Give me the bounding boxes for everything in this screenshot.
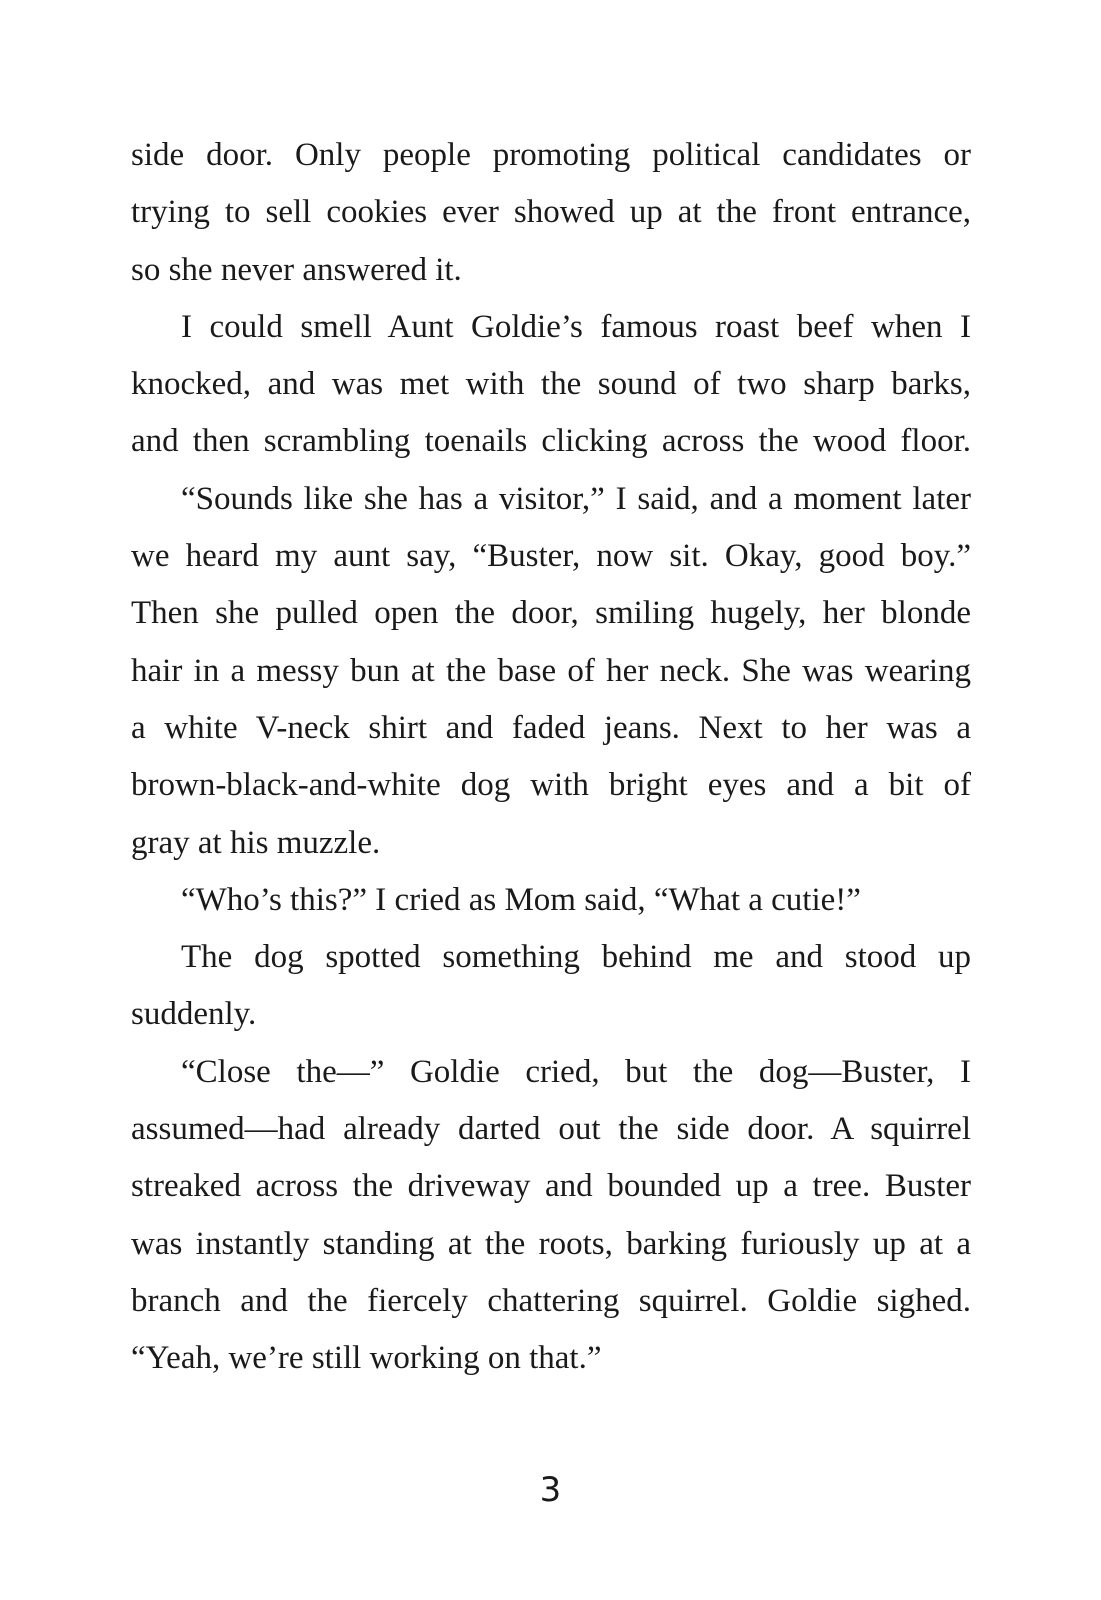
text-line: we heard my aunt say, “Buster, now sit. Okay, good boy.” xyxy=(131,538,971,575)
text-line: “Close the—” Goldie cried, but the dog—Buster, I xyxy=(181,1053,971,1090)
page-number: 3 xyxy=(539,1470,562,1510)
text-line: assumed—had already darted out the side door. A squirrel xyxy=(131,1111,971,1148)
text-line: so she never answered it. xyxy=(131,251,462,288)
text-line: a white V-neck shirt and faded jeans. Next to her was a xyxy=(131,709,971,746)
text-line: branch and the fiercely chattering squirrel. Goldie sighed. xyxy=(131,1282,971,1319)
text-line: side door. Only people promoting political candidates or xyxy=(131,137,971,173)
text-line: streaked across the driveway and bounded up a tree. Buster xyxy=(131,1168,971,1205)
text-line: “Sounds like she has a visitor,” I said, and a moment later xyxy=(181,480,971,517)
text-line: and then scrambling toenails clicking across the wood floor. xyxy=(131,423,971,460)
text-line: hair in a messy bun at the base of her neck. She was wearing xyxy=(131,652,971,689)
text-line: gray at his muzzle. xyxy=(131,824,381,861)
text-line: trying to sell cookies ever showed up at the front entrance, xyxy=(131,194,971,231)
text-line: suddenly. xyxy=(131,996,257,1033)
text-line: The dog spotted something behind me and stood up xyxy=(181,939,971,976)
text-line: I could smell Aunt Goldie’s famous roast beef when I xyxy=(181,308,971,345)
text-line: brown-black-and-white dog with bright eyes and a bit of xyxy=(131,767,971,804)
text-line: was instantly standing at the roots, barking furiously up at a xyxy=(131,1225,971,1262)
text-line: “Yeah, we’re still working on that.” xyxy=(131,1340,602,1377)
text-line: knocked, and was met with the sound of two sharp barks, xyxy=(131,366,971,403)
text-line: Then she pulled open the door, smiling hugely, her blonde xyxy=(131,595,971,632)
text-line: “Who’s this?” I cried as Mom said, “What a cutie!” xyxy=(181,881,861,918)
page-body xyxy=(131,127,971,1388)
